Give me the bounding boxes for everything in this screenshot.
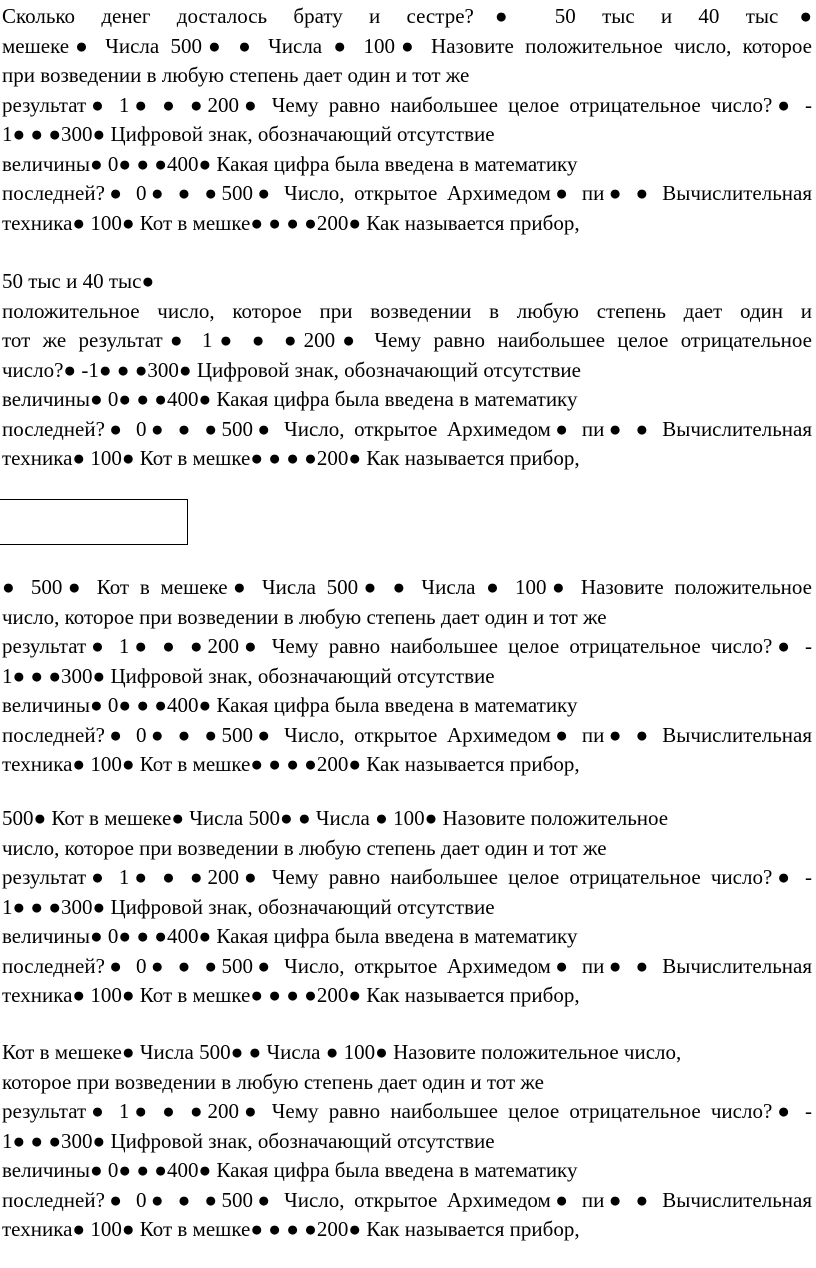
paragraph-line: 1● ● ●300● Цифровой знак, обозначающий отсутствие — [2, 1128, 495, 1153]
paragraph-line: результат● 1● ● ●200● Чему равно наибольшее целое отрицательное число?● - — [2, 865, 812, 889]
paragraph-line: 1● ● ●300● Цифровой знак, обозначающий отсутствие — [2, 894, 495, 919]
paragraph-2 — [2, 267, 812, 474]
answer-box — [0, 499, 188, 545]
paragraph-line: величины● 0● ● ●400● Какая цифра была введена в математику — [2, 1158, 578, 1182]
paragraph-5 — [2, 1038, 812, 1245]
paragraph-line: техника● 100● Кот в мешке● ● ● ●200● Как называется прибор, — [2, 1217, 580, 1241]
paragraph-line: последней?● 0● ● ●500● Число, открытое Архимедом● пи● ● Вычислительная — [2, 416, 812, 441]
paragraph-line: техника● 100● Кот в мешке● ● ● ●200● Как называется прибор, — [2, 210, 580, 235]
paragraph-line: 1● ● ●300● Цифровой знак, обозначающий отсутствие — [2, 122, 495, 146]
paragraph-line: положительное число, которое при возведении в любую степень дает один и — [2, 298, 812, 323]
paragraph-line: ● 500● Кот в мешеке● Числа 500● ● Числа ● 100● Назовите положительное — [2, 575, 812, 599]
paragraph-line: тот же результат● 1● ● ●200● Чему равно наибольшее целое отрицательное — [2, 328, 812, 352]
paragraph-line: техника● 100● Кот в мешке● ● ● ●200● Как называется прибор, — [2, 446, 580, 470]
paragraph-line: величины● 0● ● ●400● Какая цифра была введена в математику — [2, 387, 578, 411]
paragraph-line: число?● -1● ● ●300● Цифровой знак, обозначающий отсутствие — [2, 357, 581, 382]
paragraph-line: величины● 0● ● ●400● Какая цифра была введена в математику — [2, 151, 578, 176]
paragraph-line: величины● 0● ● ●400● Какая цифра была введена в математику — [2, 924, 578, 948]
paragraph-line: результат● 1● ● ●200● Чему равно наибольшее целое отрицательное число?● - — [2, 1099, 812, 1123]
paragraph-line: последней?● 0● ● ●500● Число, открытое Архимедом● пи● ● Вычислительная — [2, 953, 812, 978]
paragraph-4 — [2, 804, 812, 1011]
paragraph-line: последней?● 0● ● ●500● Число, открытое Архимедом● пи● ● Вычислительная — [2, 181, 812, 205]
paragraph-line: последней?● 0● ● ●500● Число, открытое Архимедом● пи● ● Вычислительная — [2, 1187, 812, 1212]
paragraph-line: 1● ● ●300● Цифровой знак, обозначающий отсутствие — [2, 663, 495, 688]
paragraph-line: 500● Кот в мешеке● Числа 500● ● Числа ● 100● Назовите положительное — [2, 806, 669, 830]
paragraph-line: Кот в мешеке● Числа 500● ● Числа ● 100● Назовите положительное число, — [2, 1040, 682, 1064]
paragraph-line: результат● 1● ● ●200● Чему равно наибольшее целое отрицательное число?● - — [2, 634, 812, 658]
paragraph-line: при возведении в любую степень дает один и тот же — [2, 63, 470, 87]
paragraph-line: число, которое при возведении в любую степень дает один и тот же — [2, 835, 607, 860]
paragraph-line: Сколько денег досталось брату и сестре?● 50 тыс и 40 тыс● — [2, 4, 812, 28]
paragraph-line: число, которое при возведении в любую степень дает один и тот же — [2, 604, 607, 629]
paragraph-line: 50 тыс и 40 тыс● — [2, 269, 155, 293]
paragraph-line: техника● 100● Кот в мешке● ● ● ●200● Как называется прибор, — [2, 983, 580, 1007]
paragraph-line: техника● 100● Кот в мешке● ● ● ●200● Как называется прибор, — [2, 752, 580, 776]
paragraph-1 — [2, 2, 812, 238]
paragraph-line: мешеке● Числа 500● ● Числа ● 100● Назовите положительное число, которое — [2, 33, 812, 58]
paragraph-line: величины● 0● ● ●400● Какая цифра была введена в математику — [2, 693, 578, 717]
paragraph-line: последней?● 0● ● ●500● Число, открытое Архимедом● пи● ● Вычислительная — [2, 722, 812, 747]
paragraph-line: которое при возведении в любую степень дает один и тот же — [2, 1069, 544, 1094]
paragraph-line: результат● 1● ● ●200● Чему равно наибольшее целое отрицательное число?● - — [2, 92, 812, 117]
paragraph-3 — [2, 573, 812, 780]
